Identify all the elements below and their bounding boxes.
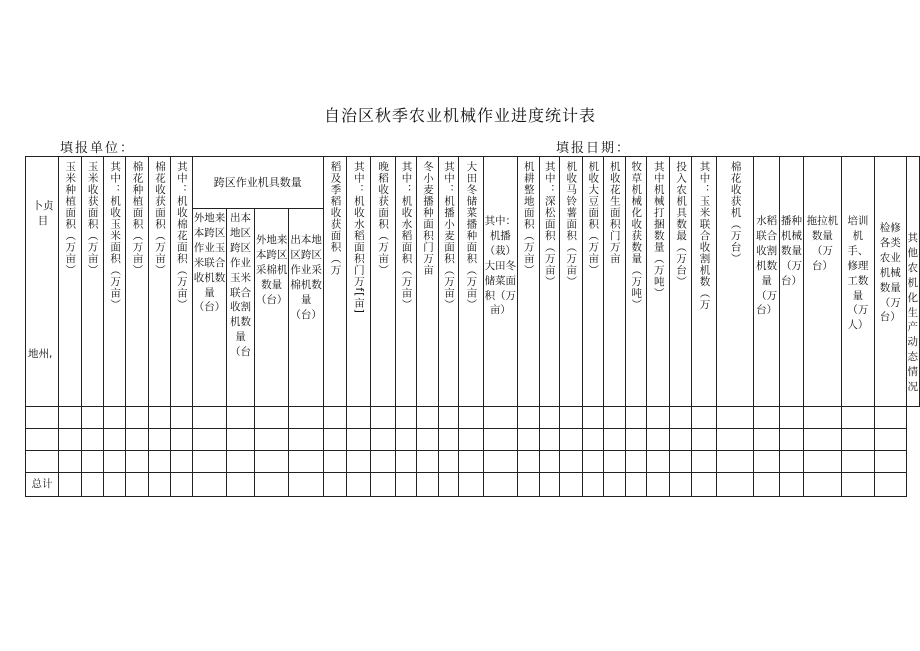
header-text: 培训机手、修理工数量（万人）	[847, 215, 869, 332]
header-text: 冬小麦播种面积门万亩	[421, 161, 434, 276]
header-cell	[347, 157, 370, 407]
group-subheader-text: 出本地区跨区作业玉米联合收割机数量（台	[230, 212, 252, 359]
header-cell	[560, 157, 582, 407]
header-text: 稻及季稻收获面积（万	[329, 161, 342, 276]
header-cell	[691, 157, 716, 407]
header-cell	[518, 157, 540, 407]
header-cell	[103, 157, 125, 407]
header-text: 牧草机械化收获数量（万吨）	[630, 161, 643, 311]
corner-cell	[26, 157, 59, 407]
header-text: 玉米收获面积（万亩）	[86, 161, 99, 276]
fill-unit-label: 填报单位：	[60, 141, 136, 156]
corner-top-text: 卜贞目	[32, 200, 54, 227]
header-cell	[625, 157, 647, 407]
header-cell	[670, 157, 692, 407]
total-row	[26, 473, 920, 497]
header-text: 机耕整地面积（万亩）	[522, 161, 535, 276]
header-text: 拖拉机数量（万台）	[806, 215, 839, 272]
header-cell	[459, 157, 483, 407]
header-text: 晚稻收获面积（万亩）	[377, 161, 390, 276]
total-label: 总计	[26, 473, 59, 497]
header-cell	[126, 157, 148, 407]
header-text: 机收花生面积门万亩	[608, 161, 621, 265]
header-cell	[780, 157, 804, 407]
statistics-table	[25, 156, 920, 497]
header-cell	[754, 157, 780, 407]
group-subheader-cell	[254, 209, 289, 407]
header-text: 其中：机收水稻面积门万f[亩]	[352, 161, 365, 314]
fill-date-label: 填报日期：	[556, 141, 632, 156]
header-cell	[804, 157, 842, 407]
page-title: 自治区秋季农业机械作业进度统计表	[323, 106, 596, 125]
header-cell	[717, 157, 754, 407]
header-text: 棉花收获机（万台）	[729, 161, 742, 265]
header-cell	[395, 157, 417, 407]
group-subheader-cell	[227, 209, 255, 407]
header-text: 播种机械数量（万台）	[781, 215, 803, 287]
group-subheader-text: 外地来本跨区采棉机数量（台）	[255, 234, 288, 306]
header-text: 其中：机收水稻面积（万亩）	[400, 161, 413, 311]
header-text: 其他农机化生产动态情况	[907, 232, 918, 394]
header-text: 机收大豆面积（万亩）	[587, 161, 600, 276]
table-row	[26, 429, 920, 451]
header-cell	[841, 157, 874, 407]
header-cell	[59, 157, 81, 407]
header-text: 大田冬储菜播种面积（万亩）	[465, 161, 478, 311]
header-cell	[148, 157, 170, 407]
header-text: 玉米种植面积（万亩）	[64, 161, 77, 276]
header-cell	[81, 157, 103, 407]
header-text: 棉花种植面积（万亩）	[131, 161, 144, 276]
table-row	[26, 451, 920, 473]
header-cell	[647, 157, 670, 407]
header-cell	[370, 157, 395, 407]
header-cell	[582, 157, 604, 407]
group-subheader-text: 出本地区跨区作业采棉机数量（台）	[290, 234, 322, 321]
header-cell	[171, 157, 193, 407]
header-cell	[323, 157, 346, 407]
header-text: 其中：机收棉花面积（万亩）	[175, 161, 188, 311]
header-text: 其中：深松面积（万亩）	[543, 161, 556, 288]
header-text: 其中：机播小麦面积（万亩）	[442, 161, 455, 311]
header-text: 检修各类农业机械数量（万台）	[879, 222, 901, 324]
header-text: 其中：玉米联合收割机数（万	[698, 161, 711, 311]
header-text: 机收马铃薯面积（万亩）	[565, 161, 578, 288]
header-cell	[604, 157, 626, 407]
group-subheader-cell	[289, 209, 324, 407]
header-cell	[539, 157, 560, 407]
header-text: 水稻联合收割机数量（万台）	[756, 215, 778, 317]
header-text: 其中：机收玉米面积（万亩）	[109, 161, 122, 311]
header-cell	[875, 157, 907, 407]
corner-bottom-text: 地州,	[28, 348, 53, 360]
header-text: 其中：机播（栽）大田冬储菜面积（万亩）	[484, 215, 517, 317]
header-text: 棉花收获面积（万亩）	[153, 161, 166, 276]
header-text: 其中机械打捆数量（万吨）	[652, 161, 665, 299]
group-subheader-text: 外地来本跨区作业玉米联合收机数量（台）	[193, 212, 226, 314]
header-cell	[438, 157, 459, 407]
header-cell	[417, 157, 439, 407]
header-cell	[906, 157, 920, 407]
table-row	[26, 407, 920, 429]
header-text: 投入农机具数最（万台）	[675, 161, 688, 288]
header-cell	[483, 157, 518, 407]
group-header: 跨区作业机具数量	[192, 157, 323, 209]
group-subheader-cell	[192, 209, 227, 407]
